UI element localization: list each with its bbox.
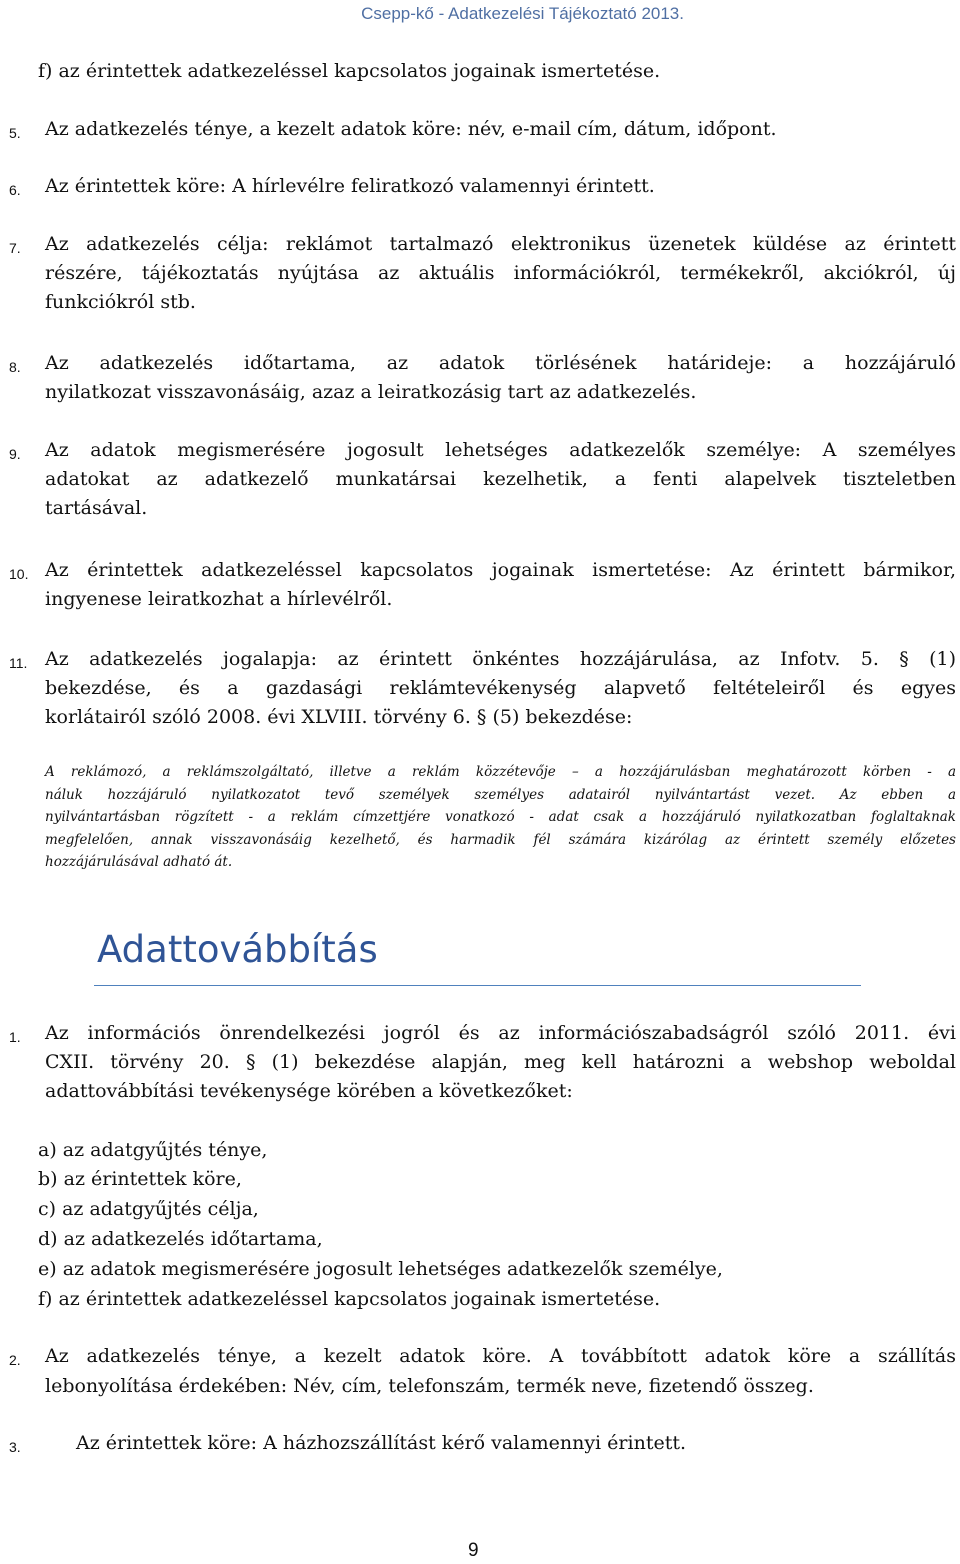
item-text-line-2: bekezdése, és a gazdasági reklámtevékenység alapvető feltételeiről és egyes <box>45 677 956 699</box>
item-text-line-2: nyilatkozat visszavonásáig, azaz a leiratkozásig tart az adatkezelés. <box>45 381 697 403</box>
item-text-line-2: CXII. törvény 20. § (1) bekezdése alapján, meg kell határozni a webshop weboldal <box>45 1051 956 1073</box>
running-header: Csepp-kő - Adatkezelési Tájékoztató 2013. <box>361 4 684 23</box>
item-number: 8. <box>9 359 21 375</box>
list-item-text: e) az adatok megismerésére jogosult lehetséges adatkezelők személye, <box>38 1258 723 1280</box>
heading-underline <box>94 985 861 986</box>
legal-quote-line-4: megfelelően, annak visszavonásáig kezelhető, és harmadik fél számára kizárólag az érintett személy előzetes <box>45 832 956 848</box>
item-text-line-1: Az adatkezelés célja: reklámot tartalmazó elektronikus üzenetek küldése az érintett <box>45 233 956 255</box>
list-item-text: c) az adatgyűjtés célja, <box>38 1198 259 1220</box>
page-number: 9 <box>468 1540 479 1561</box>
legal-quote-line-2: náluk hozzájáruló nyilatkozatot tevő személyek személyes adatairól nyilvántartást vezet. Az ebben a <box>45 787 956 803</box>
list-item-text: f) az érintettek adatkezeléssel kapcsolatos jogainak ismertetése. <box>38 60 661 82</box>
list-item-text: b) az érintettek köre, <box>38 1168 242 1190</box>
list-item-text: f) az érintettek adatkezeléssel kapcsolatos jogainak ismertetése. <box>38 1288 661 1310</box>
item-text-line-2: ingyenese leiratkozhat a hírlevélről. <box>45 588 393 610</box>
legal-quote-line-1: A reklámozó, a reklámszolgáltató, illetve a reklám közzétevője – a hozzájárulásban meghatározott körben - a <box>45 764 956 780</box>
item-number: 10. <box>9 566 29 582</box>
item-text-line-1: Az adatkezelés ténye, a kezelt adatok köre. A továbbított adatok köre a szállítás <box>45 1345 956 1367</box>
item-number: 2. <box>9 1352 21 1368</box>
item-text: Az adatkezelés ténye, a kezelt adatok köre: név, e-mail cím, dátum, időpont. <box>45 118 777 140</box>
item-number: 9. <box>9 446 21 462</box>
section-heading: Adattovábbítás <box>97 928 378 971</box>
item-text-line-3: funkciókról stb. <box>45 291 196 313</box>
item-text-line-1: Az adatkezelés időtartama, az adatok törlésének határideje: a hozzájáruló <box>45 352 956 374</box>
legal-quote-line-3: nyilvántartásban rögzített - a reklám címzettjére vonatkozó - adat csak a hozzájáruló nyilatkozatban foglaltaknak <box>45 809 956 825</box>
item-number: 1. <box>9 1029 21 1045</box>
item-text-line-3: adattovábbítási tevékenysége körében a következőket: <box>45 1080 573 1102</box>
legal-quote-line-5: hozzájárulásával adható át. <box>45 854 233 870</box>
list-item-text: d) az adatkezelés időtartama, <box>38 1228 323 1250</box>
item-text-line-2: részére, tájékoztatás nyújtása az aktuális információkról, termékekről, akciókról, új <box>45 262 956 284</box>
item-text-line-1: Az érintettek adatkezeléssel kapcsolatos jogainak ismertetése: Az érintett bármikor, <box>45 559 956 581</box>
item-number: 3. <box>9 1439 21 1455</box>
item-text-line-2: lebonyolítása érdekében: Név, cím, telefonszám, termék neve, fizetendő összeg. <box>45 1375 814 1397</box>
item-text-line-3: tartásával. <box>45 497 148 519</box>
item-text-line-1: Az adatok megismerésére jogosult lehetséges adatkezelők személye: A személyes <box>45 439 956 461</box>
list-item-text: a) az adatgyűjtés ténye, <box>38 1139 268 1161</box>
item-number: 6. <box>9 182 21 198</box>
item-number: 5. <box>9 125 21 141</box>
item-text-line-2: adatokat az adatkezelő munkatársai kezelhetik, a fenti alapelvek tiszteletben <box>45 468 956 490</box>
item-text-line-1: Az adatkezelés jogalapja: az érintett önkéntes hozzájárulása, az Infotv. 5. § (1) <box>45 648 956 670</box>
item-text: Az érintettek köre: A hírlevélre feliratkozó valamennyi érintett. <box>45 175 655 197</box>
item-text: Az érintettek köre: A házhozszállítást kérő valamennyi érintett. <box>76 1432 687 1454</box>
item-text-line-1: Az információs önrendelkezési jogról és az információszabadságról szóló 2011. évi <box>45 1022 956 1044</box>
item-text-line-3: korlátairól szóló 2008. évi XLVIII. törvény 6. § (5) bekezdése: <box>45 706 633 728</box>
item-number: 7. <box>9 240 21 256</box>
item-number: 11. <box>9 655 28 671</box>
